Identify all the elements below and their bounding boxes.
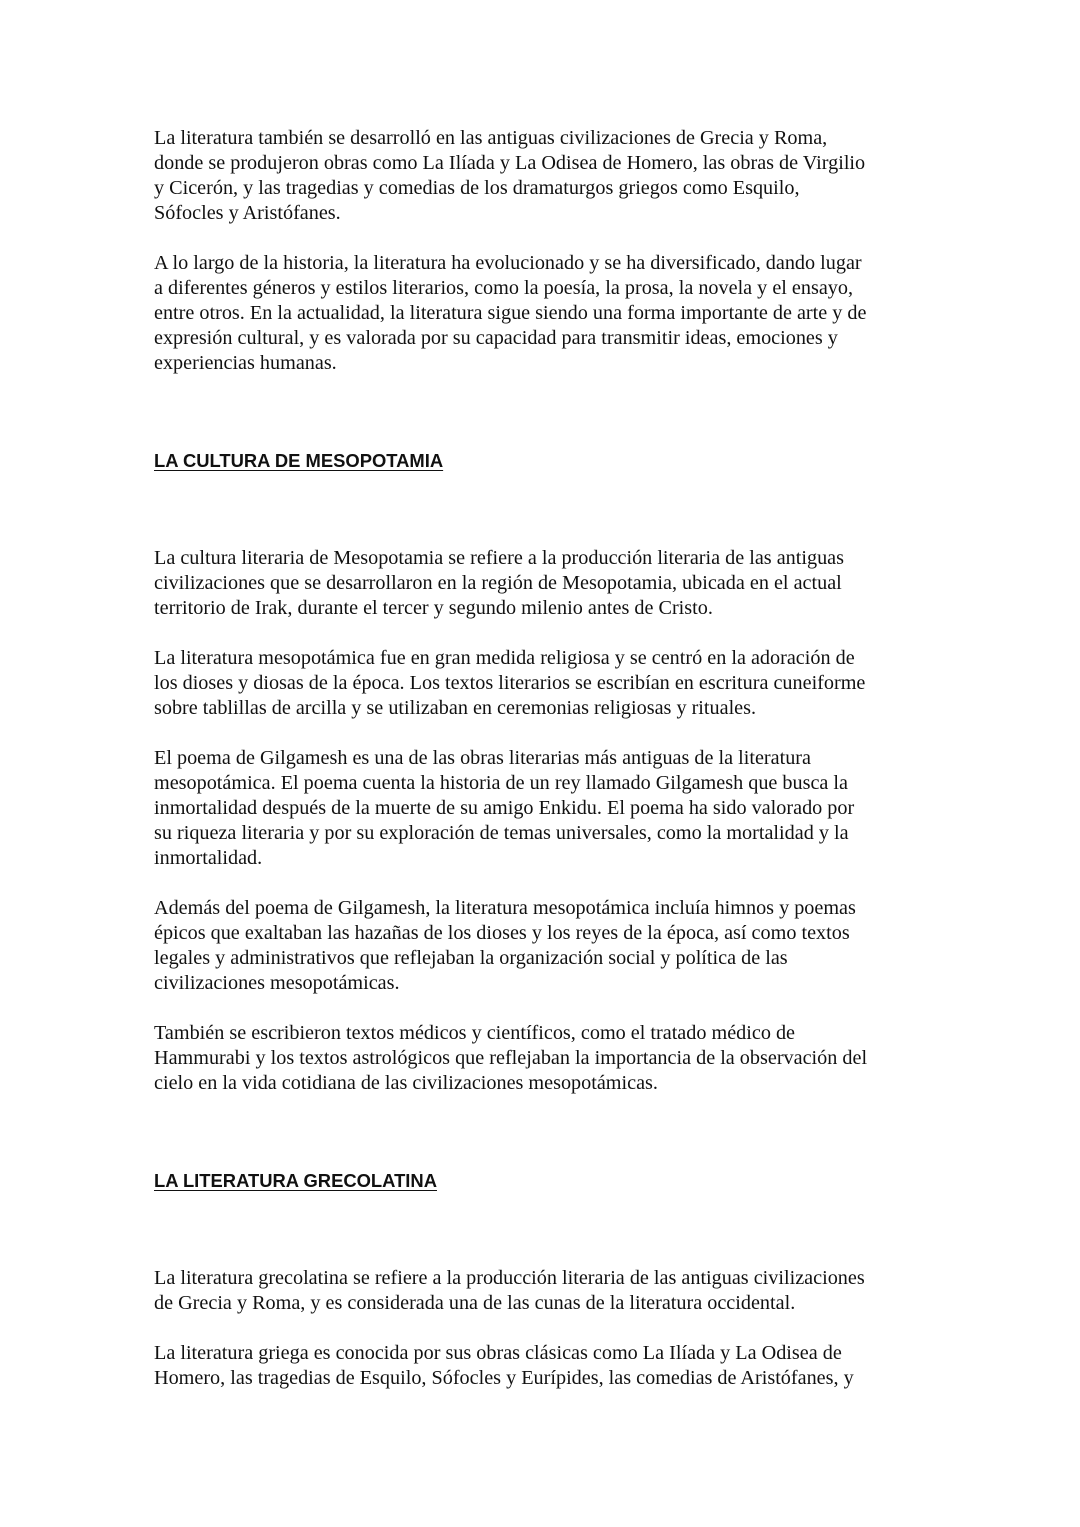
text-line: de Grecia y Roma, y es considerada una de las cunas de la literatura occidental. [154, 1292, 796, 1314]
text-line: La literatura griega es conocida por sus obras clásicas como La Ilíada y La Odisea de [154, 1342, 842, 1364]
text-line: Sófocles y Aristófanes. [154, 202, 341, 224]
text-line: Hammurabi y los textos astrológicos que reflejaban la importancia de la observación del [154, 1047, 868, 1069]
section-heading-mesopotamia: LA CULTURA DE MESOPOTAMIA [154, 450, 444, 471]
paragraph-spacer [154, 871, 944, 896]
paragraph-grecolatina-2 [154, 1341, 944, 1391]
text-line: a diferentes géneros y estilos literarios, como la poesía, la prosa, la novela y el ensayo, [154, 277, 854, 299]
section-spacer [154, 1193, 944, 1266]
text-line: inmortalidad. [154, 847, 263, 869]
text-line: La literatura también se desarrolló en las antiguas civilizaciones de Grecia y Roma, [154, 127, 828, 149]
text-line: experiencias humanas. [154, 352, 337, 374]
text-line: territorio de Irak, durante el tercer y segundo milenio antes de Cristo. [154, 597, 713, 619]
paragraph-spacer [154, 621, 944, 646]
text-line: épicos que exaltaban las hazañas de los dioses y los reyes de la época, así como textos [154, 922, 850, 944]
text-line: A lo largo de la historia, la literatura ha evolucionado y se ha diversificado, dando lugar [154, 252, 862, 274]
paragraph-spacer [154, 721, 944, 746]
paragraph-spacer [154, 1316, 944, 1341]
text-line: inmortalidad después de la muerte de su amigo Enkidu. El poema ha sido valorado por [154, 797, 855, 819]
text-line: También se escribieron textos médicos y científicos, como el tratado médico de [154, 1022, 796, 1044]
text-line: La literatura grecolatina se refiere a la producción literaria de las antiguas civilizaciones [154, 1267, 865, 1289]
text-line: los dioses y diosas de la época. Los textos literarios se escribían en escritura cuneiforme [154, 672, 866, 694]
paragraph-mesopotamia-4 [154, 896, 944, 996]
paragraph-mesopotamia-3 [154, 746, 944, 871]
paragraph-spacer [154, 996, 944, 1021]
text-line: su riqueza literaria y por su exploración de temas universales, como la mortalidad y la [154, 822, 849, 844]
paragraph-mesopotamia-1 [154, 546, 944, 621]
text-line: expresión cultural, y es valorada por su capacidad para transmitir ideas, emociones y [154, 327, 838, 349]
paragraph-intro-2 [154, 251, 944, 376]
text-line: Homero, las tragedias de Esquilo, Sófocles y Eurípides, las comedias de Aristófanes, y [154, 1367, 854, 1389]
paragraph-intro-1 [154, 126, 944, 226]
text-line: cielo en la vida cotidiana de las civilizaciones mesopotámicas. [154, 1072, 658, 1094]
paragraph-grecolatina-1 [154, 1266, 944, 1316]
text-line: Además del poema de Gilgamesh, la literatura mesopotámica incluía himnos y poemas [154, 897, 856, 919]
paragraph-mesopotamia-2 [154, 646, 944, 721]
text-line: La cultura literaria de Mesopotamia se refiere a la producción literaria de las antiguas [154, 547, 844, 569]
section-spacer [154, 473, 944, 546]
paragraph-mesopotamia-5 [154, 1021, 944, 1096]
text-line: sobre tablillas de arcilla y se utilizaban en ceremonias religiosas y rituales. [154, 697, 757, 719]
text-line: y Cicerón, y las tragedias y comedias de los dramaturgos griegos como Esquilo, [154, 177, 800, 199]
page-content [154, 126, 944, 1391]
section-spacer [154, 1096, 944, 1169]
text-line: La literatura mesopotámica fue en gran medida religiosa y se centró en la adoración de [154, 647, 855, 669]
section-heading-grecolatina: LA LITERATURA GRECOLATINA [154, 1170, 437, 1191]
section-spacer [154, 376, 944, 449]
text-line: legales y administrativos que reflejaban la organización social y política de las [154, 947, 788, 969]
text-line: El poema de Gilgamesh es una de las obras literarias más antiguas de la literatura [154, 747, 811, 769]
text-line: donde se produjeron obras como La Ilíada y La Odisea de Homero, las obras de Virgilio [154, 152, 866, 174]
text-line: mesopotámica. El poema cuenta la historia de un rey llamado Gilgamesh que busca la [154, 772, 848, 794]
text-line: civilizaciones mesopotámicas. [154, 972, 400, 994]
text-line: civilizaciones que se desarrollaron en la región de Mesopotamia, ubicada en el actual [154, 572, 842, 594]
text-line: entre otros. En la actualidad, la literatura sigue siendo una forma importante de arte y de [154, 302, 867, 324]
paragraph-spacer [154, 226, 944, 251]
